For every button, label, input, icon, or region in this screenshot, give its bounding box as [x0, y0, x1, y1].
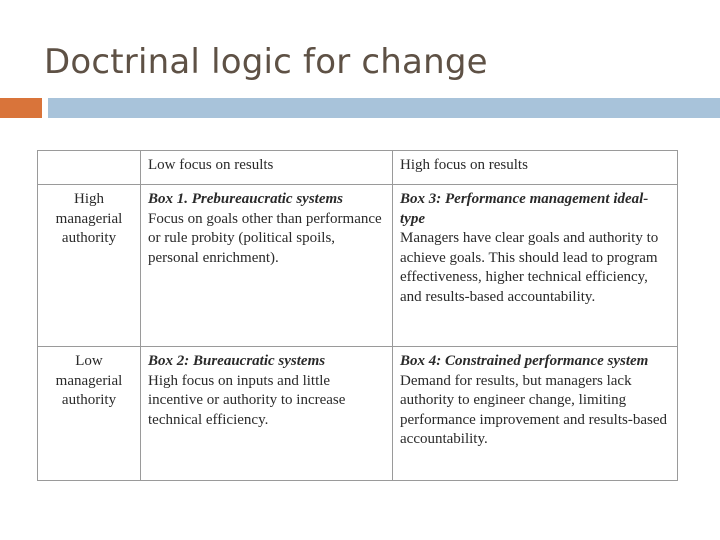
table-row — [38, 185, 678, 347]
col-header-low-focus: Low focus on results — [141, 151, 393, 185]
corner-cell — [38, 151, 141, 185]
table-row — [38, 347, 678, 481]
cell-box-3 — [393, 185, 678, 347]
box-4-body: Demand for results, but managers lack authority to engineer change, limiting performance improvement and results-based accountability. — [400, 372, 667, 447]
table-header-row — [38, 151, 678, 185]
box-1-title: Box 1. Prebureaucratic systems — [148, 191, 343, 207]
row-label-high-authority: High managerial authority — [38, 185, 141, 347]
box-3-title: Box 3: Performance management ideal-type — [400, 191, 649, 227]
cell-box-4 — [393, 347, 678, 481]
doctrinal-logic-table — [37, 150, 678, 481]
accent-bar-orange — [0, 98, 42, 118]
box-2-title: Box 2: Bureaucratic systems — [148, 353, 326, 369]
cell-box-2 — [141, 347, 393, 481]
box-4-title: Box 4: Constrained performance system — [400, 353, 649, 369]
box-1-body: Focus on goals other than performance or rule probity (political spoils, personal enrichment). — [148, 210, 382, 266]
cell-box-1 — [141, 185, 393, 347]
col-header-high-focus: High focus on results — [393, 151, 678, 185]
box-3-body: Managers have clear goals and authority to achieve goals. This should lead to program effectiveness, higher technical efficiency, and results-based accountability. — [400, 230, 659, 305]
box-2-body: High focus on inputs and little incentive or authority to increase technical efficiency. — [148, 372, 346, 428]
accent-bar-blue — [48, 98, 720, 118]
row-label-low-authority: Low managerial authority — [38, 347, 141, 481]
slide-title: Doctrinal logic for change — [44, 42, 488, 82]
